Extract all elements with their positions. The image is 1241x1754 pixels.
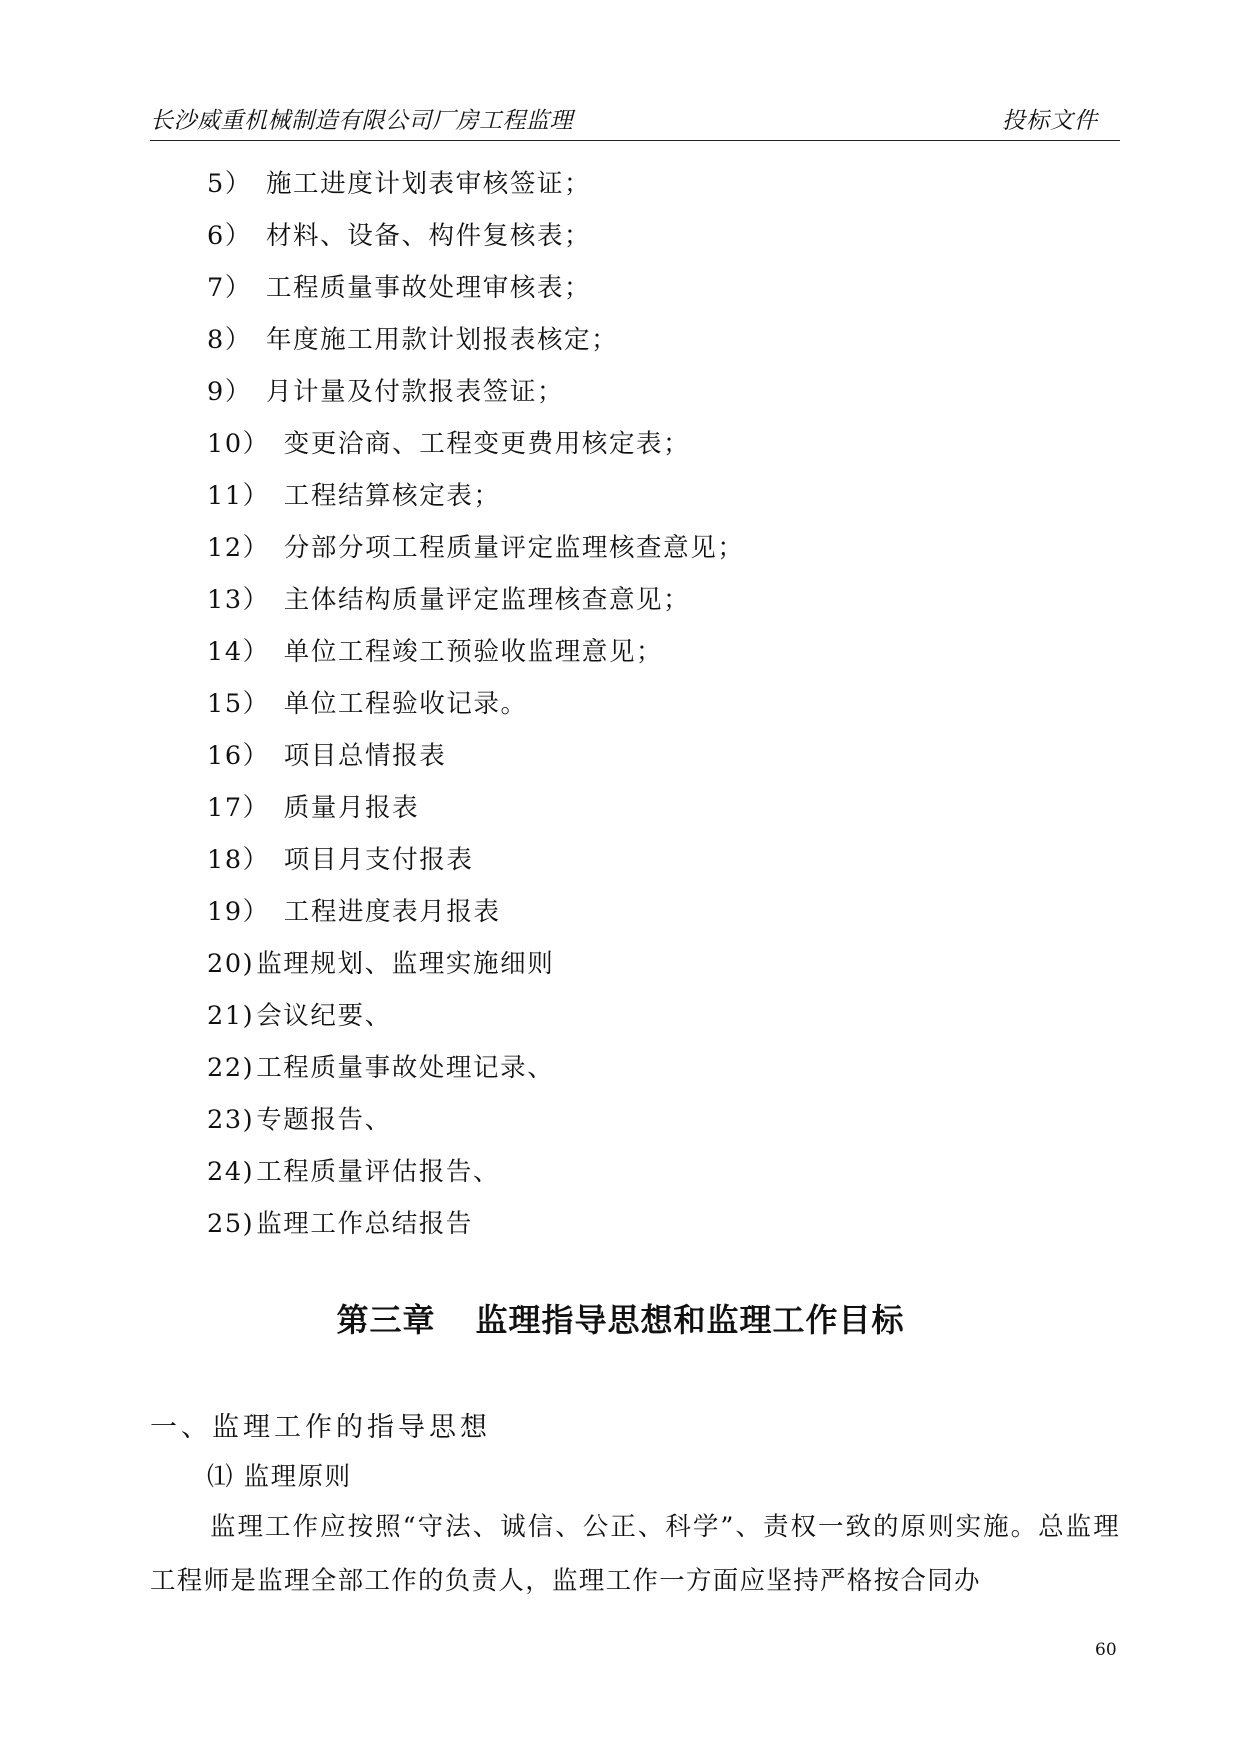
list-item-text: 月计量及付款报表签证；: [265, 377, 565, 407]
list-item: [207, 1146, 744, 1198]
list-item-text: 工程质量事故处理审核表；: [265, 273, 592, 303]
list-item-number: 10）: [207, 429, 270, 459]
list-item: [207, 470, 744, 522]
list-item-number: 9）: [207, 377, 252, 407]
header-doc-type: 投标文件: [1002, 108, 1098, 134]
list-item-text: 项目月支付报表: [283, 845, 474, 875]
list-item: [207, 938, 744, 990]
list-item-text: 材料、设备、构件复核表；: [265, 221, 592, 251]
list-item: [207, 1042, 744, 1094]
list-item: [207, 158, 744, 210]
list-item-number: 8）: [207, 325, 252, 355]
list-item: [207, 730, 744, 782]
subsection-heading: ⑴ 监理原则: [207, 1462, 352, 1492]
list-item-text: 施工进度计划表审核签证；: [265, 169, 592, 199]
list-item-text: 工程结算核定表；: [283, 481, 501, 511]
list-item-number: 17）: [207, 793, 270, 823]
list-item: [207, 314, 744, 366]
list-item-number: 19）: [207, 897, 270, 927]
list-item: [207, 678, 744, 730]
page-header: [150, 102, 1120, 141]
list-item-number: 6）: [207, 221, 252, 251]
list-item: [207, 418, 744, 470]
list-item: [207, 522, 744, 574]
list-item: [207, 262, 744, 314]
list-item-number: 20): [207, 949, 255, 979]
header-title: 长沙威重机械制造有限公司厂房工程监理: [150, 108, 573, 134]
list-item: [207, 990, 744, 1042]
list-item-text: 主体结构质量评定监理核查意见；: [283, 585, 691, 615]
chapter-heading: [0, 1295, 1241, 1341]
list-item-number: 22): [207, 1053, 255, 1083]
list-item-number: 23): [207, 1105, 255, 1135]
section-heading: 一、监理工作的指导思想: [150, 1412, 491, 1443]
list-item: [207, 1198, 744, 1250]
list-item-text: 工程进度表月报表: [283, 897, 501, 927]
list-item-text: 工程质量评估报告、: [256, 1157, 501, 1187]
list-item-number: 7）: [207, 273, 252, 303]
list-item: [207, 782, 744, 834]
list-item-text: 监理规划、监理实施细则: [256, 949, 555, 979]
list-item-text: 会议纪要、: [256, 1001, 392, 1031]
list-item-number: 13）: [207, 585, 270, 615]
page-number: 60: [1095, 1640, 1117, 1660]
list-item: [207, 210, 744, 262]
list-item-text: 单位工程竣工预验收监理意见；: [283, 637, 664, 667]
list-item-number: 24): [207, 1157, 255, 1187]
list-item-number: 15）: [207, 689, 270, 719]
chapter-label: 第三章: [336, 1301, 436, 1339]
list-item-number: 14）: [207, 637, 270, 667]
list-item-number: 11）: [207, 481, 270, 511]
list-item: [207, 626, 744, 678]
list-item-text: 项目总情报表: [283, 741, 447, 771]
list-item-text: 单位工程验收记录。: [283, 689, 528, 719]
list-item-number: 12）: [207, 533, 270, 563]
list-item-text: 变更洽商、工程变更费用核定表；: [283, 429, 691, 459]
list-item-number: 21): [207, 1001, 255, 1031]
list-item: [207, 886, 744, 938]
list-item-number: 5）: [207, 169, 252, 199]
document-list: [207, 158, 744, 1250]
list-item-text: 工程质量事故处理记录、: [256, 1053, 555, 1083]
body-paragraph: 监理工作应按照“守法、诚信、公正、科学”、责权一致的原则实施。总监理工程师是监理全部工作的负责人，监理工作一方面应坚持严格按合同办: [150, 1512, 1120, 1596]
list-item: [207, 366, 744, 418]
list-item-number: 18）: [207, 845, 270, 875]
list-item-text: 监理工作总结报告: [256, 1209, 474, 1239]
chapter-title: 监理指导思想和监理工作目标: [475, 1301, 905, 1339]
list-item-text: 专题报告、: [256, 1105, 392, 1135]
list-item-text: 质量月报表: [283, 793, 420, 823]
list-item: [207, 1094, 744, 1146]
list-item-text: 分部分项工程质量评定监理核查意见；: [283, 533, 745, 563]
list-item: [207, 574, 744, 626]
list-item-number: 25): [207, 1209, 255, 1239]
list-item: [207, 834, 744, 886]
list-item-number: 16）: [207, 741, 270, 771]
list-item-text: 年度施工用款计划报表核定；: [265, 325, 619, 355]
